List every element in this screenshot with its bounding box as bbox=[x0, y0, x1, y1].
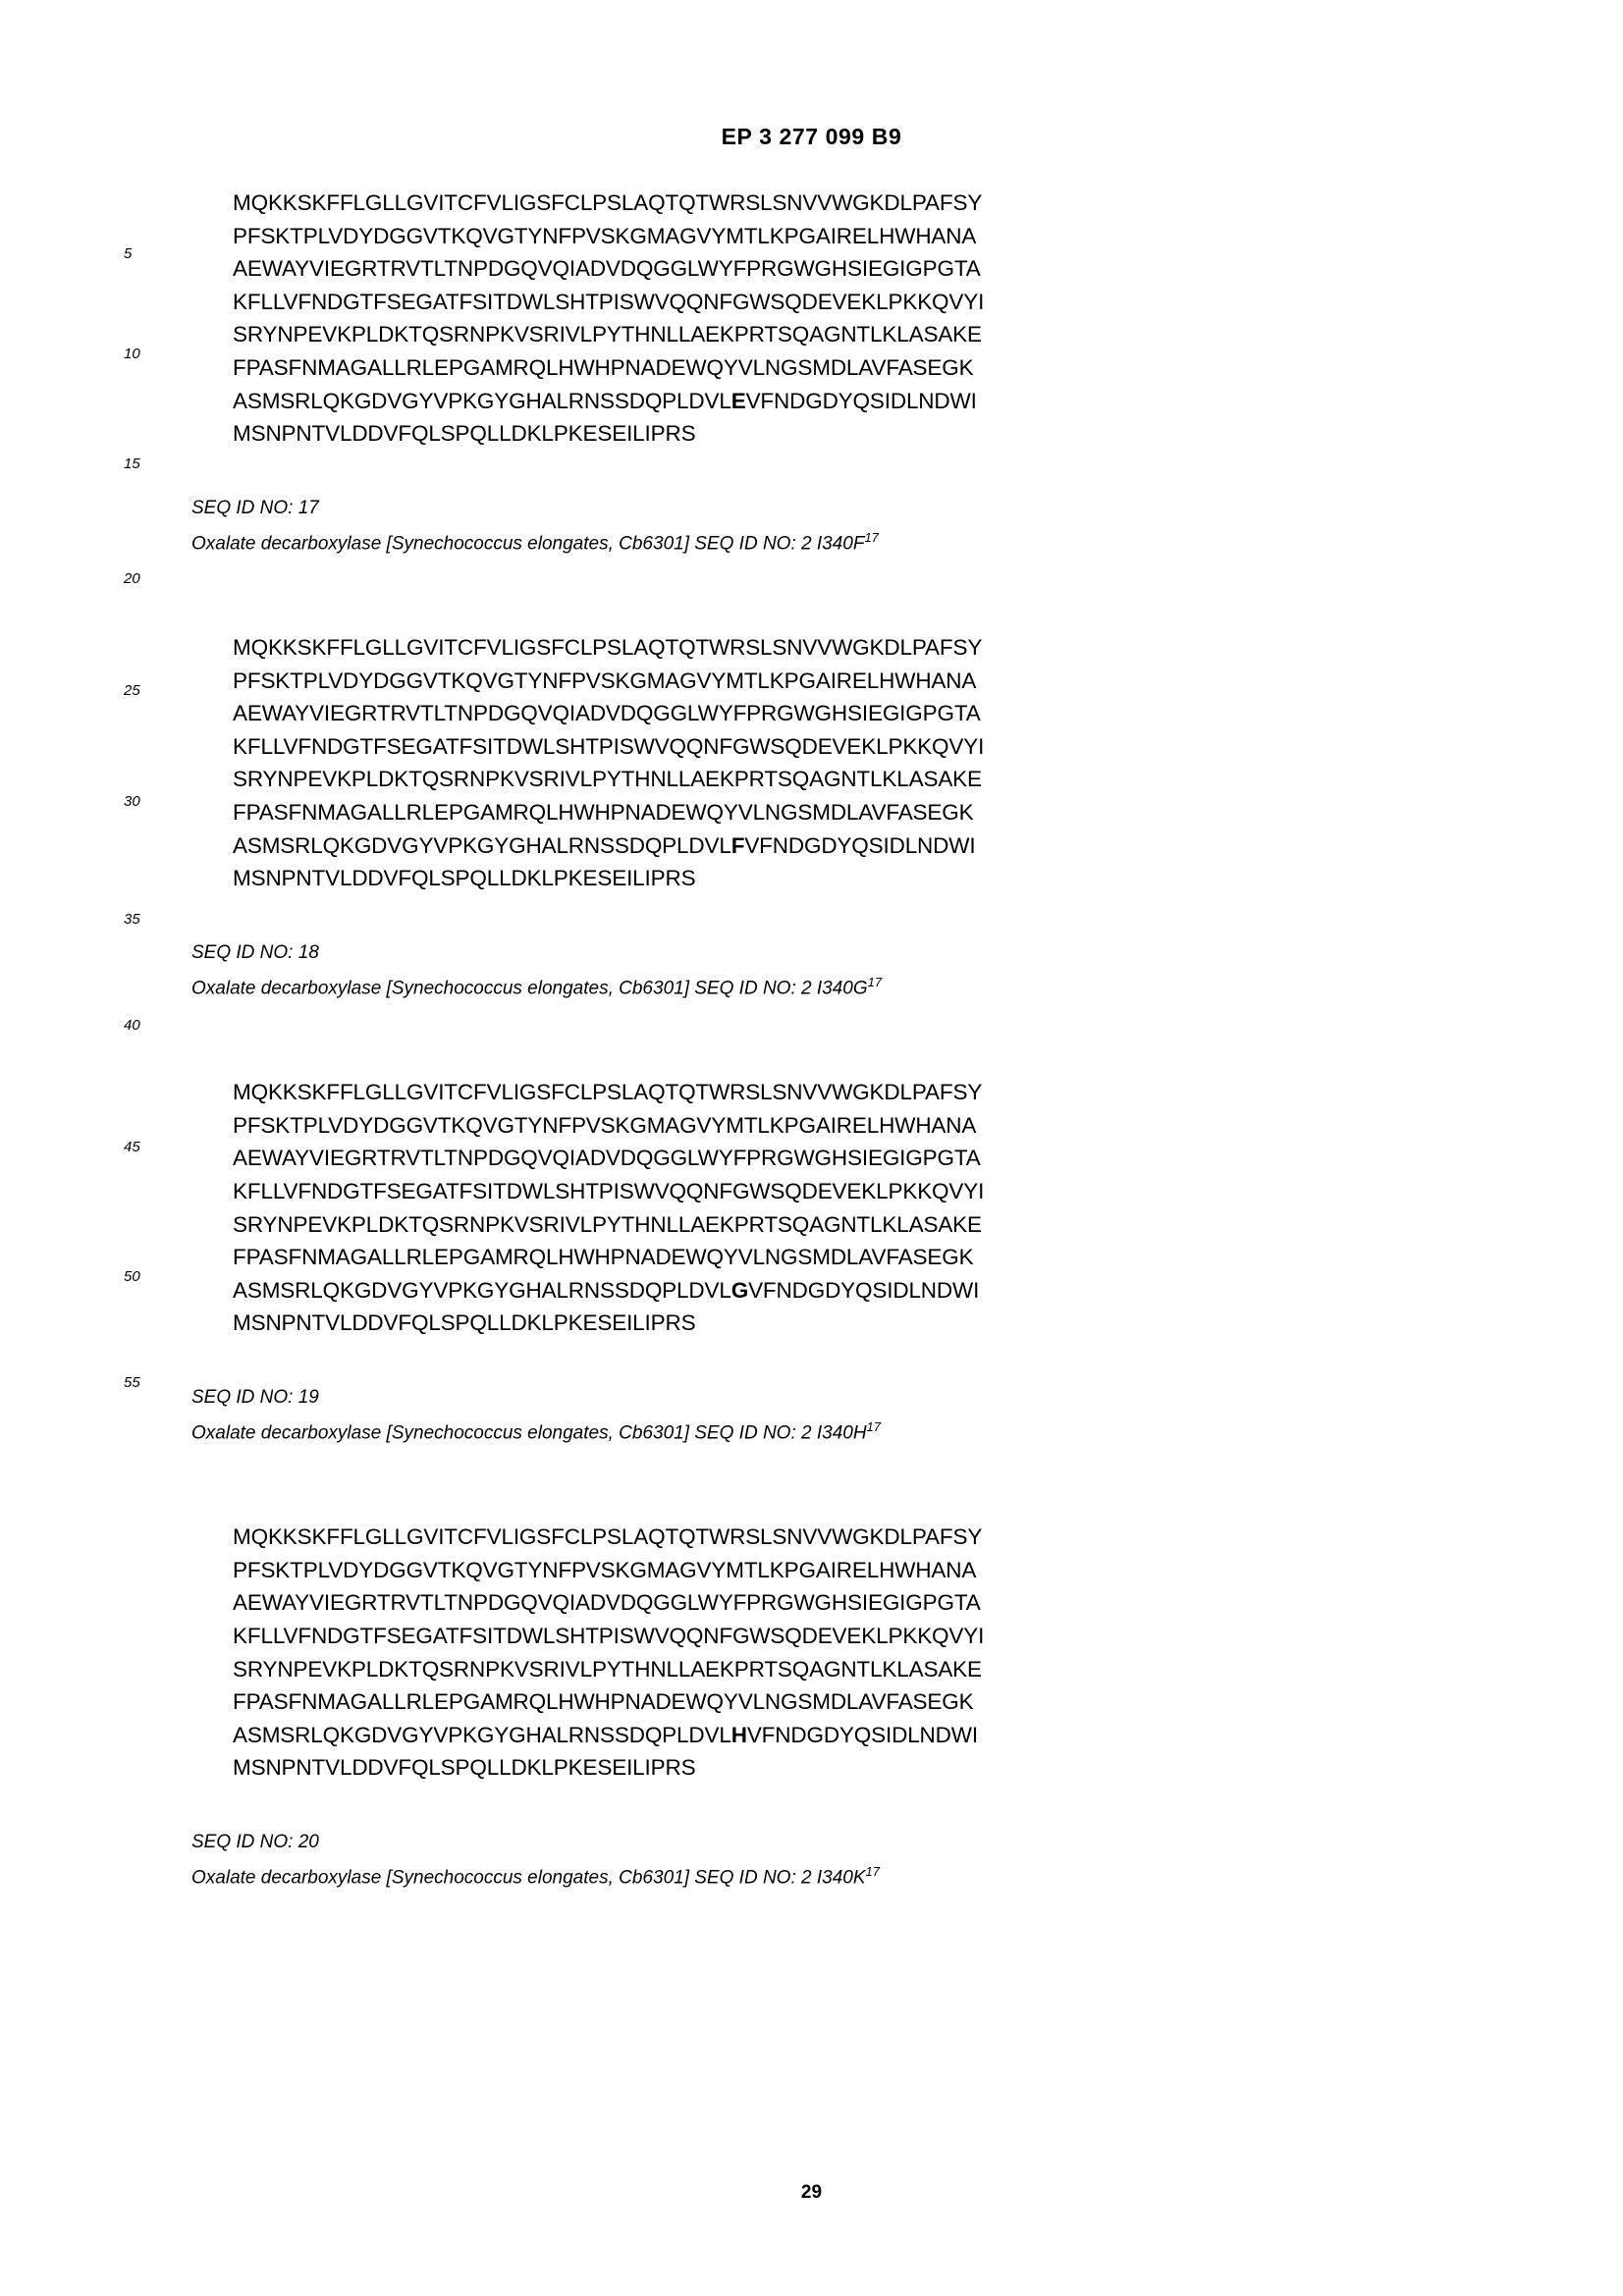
line-number: 30 bbox=[124, 793, 140, 810]
seq-description-text: Oxalate decarboxylase [Synechococcus elongates, Cb6301] SEQ ID NO: 2 I340H bbox=[191, 1422, 867, 1444]
seq-id-label: SEQ ID NO: 20 bbox=[191, 1831, 319, 1852]
page-number: 29 bbox=[800, 2182, 823, 2203]
sequence-line: SRYNPEVKPLDKTQSRNPKVSRIVLPYTHNLLAEKPRTSQAGNTLKLASAKE bbox=[233, 1656, 982, 1682]
sequence-lines bbox=[233, 187, 1480, 451]
sequence-line: MSNPNTVLDDVFQLSPQLLDKLPKESEILIPRS bbox=[233, 421, 696, 447]
seq-description-text: Oxalate decarboxylase [Synechococcus elongates, Cb6301] SEQ ID NO: 2 I340K bbox=[191, 1867, 866, 1889]
sequence-line: AEWAYVIEGRTRVTLTNPDGQVQIADVDQGGLWYFPRGWGHSIEGIGPGTA bbox=[233, 256, 981, 282]
sequence-lines bbox=[233, 631, 1480, 895]
seq-description bbox=[191, 968, 1480, 1003]
line-number: 15 bbox=[124, 455, 140, 472]
line-number: 5 bbox=[124, 245, 133, 262]
sequence-line: FPASFNMAGALLRLEPGAMRQLHWHPNADEWQYVLNGSMDLAVFASEGK bbox=[233, 1245, 974, 1270]
seq-description-superscript: 17 bbox=[866, 1418, 882, 1434]
sequence-line: SRYNPEVKPLDKTQSRNPKVSRIVLPYTHNLLAEKPRTSQAGNTLKLASAKE bbox=[233, 1211, 982, 1237]
sequence-line: ASMSRLQKGDVGYVPKGYGHALRNSSDQPLDVLGVFNDGDYQSIDLNDWI bbox=[233, 1277, 980, 1303]
sequence-line: FPASFNMAGALLRLEPGAMRQLHWHPNADEWQYVLNGSMDLAVFASEGK bbox=[233, 1689, 974, 1715]
sequence-caption bbox=[191, 938, 1480, 1003]
seq-id-label: SEQ ID NO: 19 bbox=[191, 1386, 319, 1408]
seq-id-label: SEQ ID NO: 18 bbox=[191, 941, 319, 963]
sequence-line: MQKKSKFFLGLLGVITCFVLIGSFCLPSLAQTQTWRSLSNVVWGKDLPAFSY bbox=[233, 1524, 983, 1550]
page-header: EP 3 277 099 B9 bbox=[721, 124, 902, 149]
sequence-line: KFLLVFNDGTFSEGATFSITDWLSHTPISWVQQNFGWSQDEVEKLPKKQVYI bbox=[233, 289, 985, 314]
line-number: 20 bbox=[124, 570, 140, 587]
sequence-lines bbox=[233, 1521, 1480, 1785]
sequence-line: SRYNPEVKPLDKTQSRNPKVSRIVLPYTHNLLAEKPRTSQAGNTLKLASAKE bbox=[233, 767, 982, 792]
sequence-line: KFLLVFNDGTFSEGATFSITDWLSHTPISWVQQNFGWSQDEVEKLPKKQVYI bbox=[233, 1624, 985, 1649]
sequence-line: MSNPNTVLDDVFQLSPQLLDKLPKESEILIPRS bbox=[233, 1310, 696, 1336]
sequence-line: FPASFNMAGALLRLEPGAMRQLHWHPNADEWQYVLNGSMDLAVFASEGK bbox=[233, 800, 974, 826]
sequence-line: PFSKTPLVDYDGGVTKQVGTYNFPVSKGMAGVYMTLKPGAIRELHWHANA bbox=[233, 667, 977, 693]
sequence-line: PFSKTPLVDYDGGVTKQVGTYNFPVSKGMAGVYMTLKPGAIRELHWHANA bbox=[233, 1557, 977, 1582]
sequence-block bbox=[191, 1521, 1480, 1893]
line-number: 35 bbox=[124, 911, 140, 928]
seq-description-superscript: 17 bbox=[864, 529, 879, 545]
sequence-line: FPASFNMAGALLRLEPGAMRQLHWHPNADEWQYVLNGSMDLAVFASEGK bbox=[233, 354, 974, 380]
sequence-line: AEWAYVIEGRTRVTLTNPDGQVQIADVDQGGLWYFPRGWGHSIEGIGPGTA bbox=[233, 701, 981, 726]
line-number: 50 bbox=[124, 1268, 140, 1285]
seq-description bbox=[191, 1413, 1480, 1448]
sequence-line: ASMSRLQKGDVGYVPKGYGHALRNSSDQPLDVLEVFNDGDYQSIDLNDWI bbox=[233, 388, 977, 413]
sequence-caption bbox=[191, 1828, 1480, 1893]
line-number: 40 bbox=[124, 1017, 140, 1034]
sequence-line: KFLLVFNDGTFSEGATFSITDWLSHTPISWVQQNFGWSQDEVEKLPKKQVYI bbox=[233, 733, 985, 759]
sequence-caption bbox=[191, 494, 1480, 559]
sequence-line: MQKKSKFFLGLLGVITCFVLIGSFCLPSLAQTQTWRSLSNVVWGKDLPAFSY bbox=[233, 1080, 983, 1105]
line-number-column bbox=[124, 0, 163, 2296]
seq-description-text: Oxalate decarboxylase [Synechococcus elongates, Cb6301] SEQ ID NO: 2 I340F bbox=[191, 533, 865, 555]
sequence-block bbox=[191, 1076, 1480, 1448]
line-number: 55 bbox=[124, 1374, 140, 1391]
sequence-line: KFLLVFNDGTFSEGATFSITDWLSHTPISWVQQNFGWSQDEVEKLPKKQVYI bbox=[233, 1178, 985, 1203]
sequence-line: MSNPNTVLDDVFQLSPQLLDKLPKESEILIPRS bbox=[233, 866, 696, 891]
sequence-line: MSNPNTVLDDVFQLSPQLLDKLPKESEILIPRS bbox=[233, 1755, 696, 1781]
sequence-line: PFSKTPLVDYDGGVTKQVGTYNFPVSKGMAGVYMTLKPGAIRELHWHANA bbox=[233, 223, 977, 248]
seq-description-superscript: 17 bbox=[867, 974, 883, 989]
sequence-block bbox=[191, 187, 1480, 559]
sequence-line: ASMSRLQKGDVGYVPKGYGHALRNSSDQPLDVLFVFNDGDYQSIDLNDWI bbox=[233, 832, 976, 858]
seq-description bbox=[191, 1857, 1480, 1893]
line-number: 25 bbox=[124, 682, 140, 699]
sequence-listing-body bbox=[191, 187, 1480, 1893]
seq-id-label: SEQ ID NO: 17 bbox=[191, 497, 319, 518]
sequence-line: ASMSRLQKGDVGYVPKGYGHALRNSSDQPLDVLHVFNDGDYQSIDLNDWI bbox=[233, 1722, 978, 1747]
sequence-line: PFSKTPLVDYDGGVTKQVGTYNFPVSKGMAGVYMTLKPGAIRELHWHANA bbox=[233, 1112, 977, 1138]
line-number: 45 bbox=[124, 1139, 140, 1155]
sequence-block bbox=[191, 631, 1480, 1003]
sequence-line: MQKKSKFFLGLLGVITCFVLIGSFCLPSLAQTQTWRSLSNVVWGKDLPAFSY bbox=[233, 635, 983, 661]
sequence-lines bbox=[233, 1076, 1480, 1340]
sequence-line: SRYNPEVKPLDKTQSRNPKVSRIVLPYTHNLLAEKPRTSQAGNTLKLASAKE bbox=[233, 322, 982, 347]
sequence-caption bbox=[191, 1383, 1480, 1448]
seq-description-text: Oxalate decarboxylase [Synechococcus elongates, Cb6301] SEQ ID NO: 2 I340G bbox=[191, 978, 868, 999]
sequence-line: AEWAYVIEGRTRVTLTNPDGQVQIADVDQGGLWYFPRGWGHSIEGIGPGTA bbox=[233, 1146, 981, 1171]
seq-description bbox=[191, 523, 1480, 559]
line-number: 10 bbox=[124, 346, 140, 362]
sequence-line: AEWAYVIEGRTRVTLTNPDGQVQIADVDQGGLWYFPRGWGHSIEGIGPGTA bbox=[233, 1590, 981, 1616]
seq-description-superscript: 17 bbox=[865, 1863, 880, 1879]
sequence-line: MQKKSKFFLGLLGVITCFVLIGSFCLPSLAQTQTWRSLSNVVWGKDLPAFSY bbox=[233, 190, 983, 215]
